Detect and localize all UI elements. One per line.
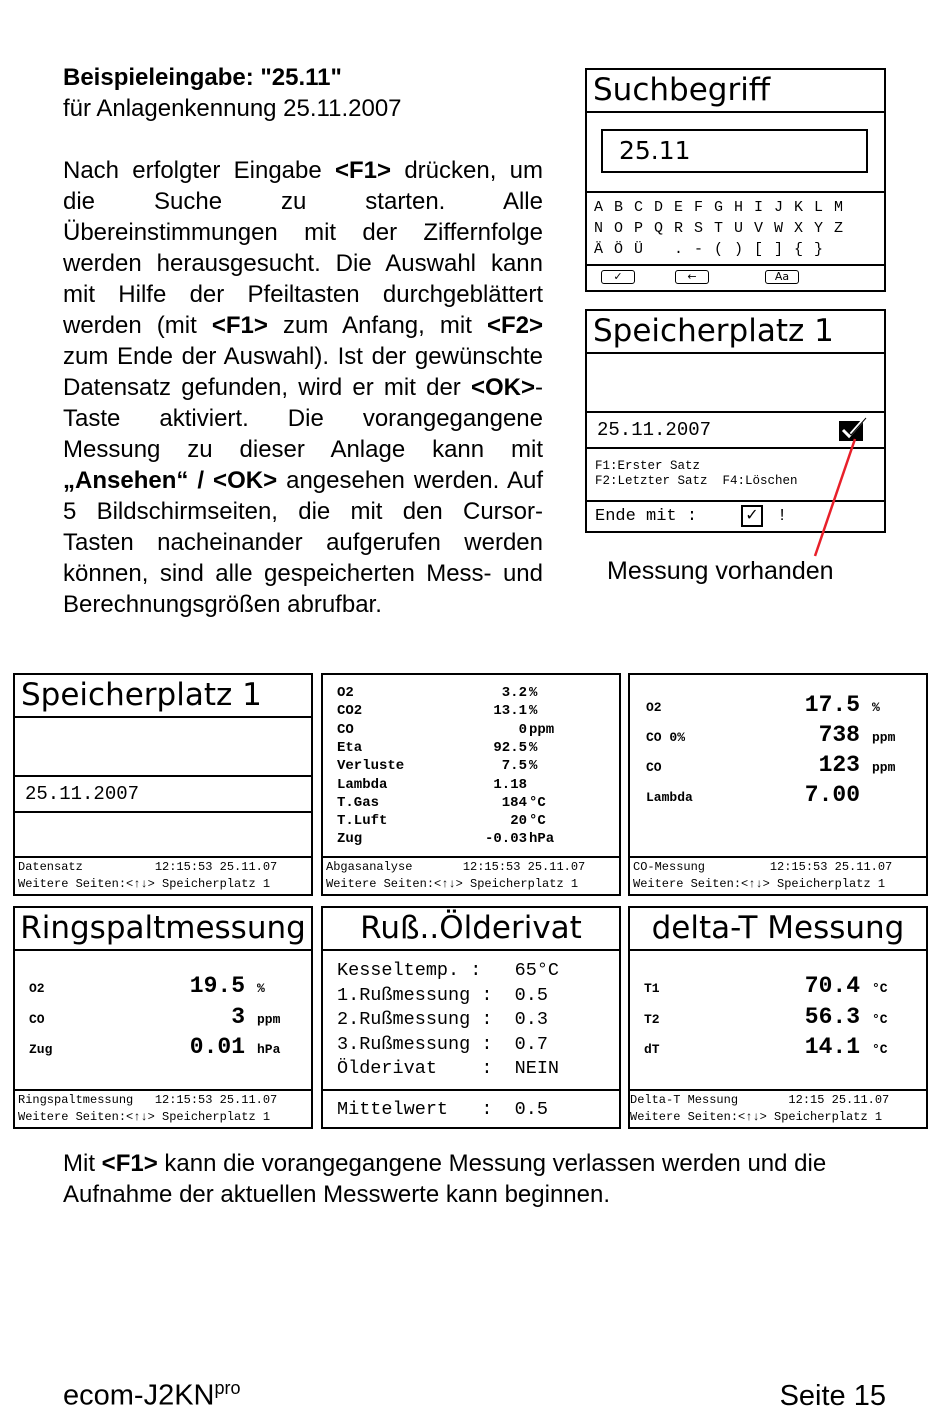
abgas-row-unit: °C	[529, 813, 546, 830]
co-row-label: CO	[646, 760, 662, 775]
fkey-help-line-2: F2:Letzter Satz F4:Löschen	[595, 474, 798, 488]
abgas-status-line-2: Weitere Seiten:<↑↓> Speicherplatz 1	[326, 877, 579, 891]
co-row-value: 7.00	[804, 782, 860, 808]
abgas-row-label: Lambda	[337, 776, 388, 793]
ringspalt-row-label: CO	[29, 1011, 45, 1027]
abgas-row-unit: %	[529, 703, 538, 720]
delta-t-row-label: T2	[644, 1011, 660, 1027]
delta-t-row-value: 56.3	[804, 1003, 860, 1030]
abgas-row-value: 7.5	[501, 758, 527, 775]
co-row-unit: ppm	[872, 760, 896, 775]
alphabet-row-2[interactable]: N O P Q R S T U V W X Y Z	[594, 220, 845, 237]
datensatz-status-line-2: Weitere Seiten:<↑↓> Speicherplatz 1	[18, 877, 271, 891]
abgas-row-label: Eta	[337, 739, 363, 756]
abgas-row-label: O2	[337, 685, 354, 701]
example-heading: Beispieleingabe: "25.11"	[63, 64, 342, 91]
delta-t-row-unit: °C	[872, 1042, 888, 1057]
delta-t-row-label: T1	[644, 981, 660, 996]
page-number: Seite 15	[779, 1380, 886, 1412]
delta-t-status	[630, 1091, 926, 1129]
russ-line-messung-1: 1.Rußmessung : 0.5	[337, 984, 548, 1006]
abgas-row-label: T.Luft	[337, 813, 388, 830]
pointer-line	[0, 0, 950, 600]
ringspalt-status-line-2: Weitere Seiten:<↑↓> Speicherplatz 1	[18, 1110, 271, 1124]
delta-t-row-label: dT	[644, 1042, 660, 1057]
search-input[interactable]: 25.11	[601, 129, 868, 173]
ringspalt-row-label: Zug	[29, 1042, 53, 1057]
ringspalt-status-line-1: Ringspaltmessung 12:15:53 25.11.07	[18, 1093, 278, 1107]
abgas-status-line-1: Abgasanalyse 12:15:53 25.11.07	[326, 860, 586, 874]
abgas-row-label: T.Gas	[337, 794, 380, 811]
ringspalt-values	[15, 951, 311, 1091]
datensatz-status-line-1: Datensatz 12:15:53 25.11.07	[18, 860, 278, 874]
co-row-unit: %	[872, 700, 880, 715]
search-screen-title: Suchbegriff	[587, 70, 884, 113]
alphabet-row-1[interactable]: A B C D E F G H I J K L M	[594, 199, 845, 216]
ringspalt-row-value: 19.5	[189, 973, 245, 999]
outro-paragraph: Mit <F1> kann die vorangegangene Messung verlassen werden und die Aufnahme der aktuellen Messwerte kann beginnen.	[63, 1150, 827, 1208]
checkmark-icon[interactable]: ✓	[741, 505, 763, 527]
abgas-row-label: Zug	[337, 831, 363, 848]
co-status-line-1: CO-Messung 12:15:53 25.11.07	[633, 860, 893, 874]
abgas-row-value: 184	[501, 794, 527, 811]
abgas-row-label: Verluste	[337, 758, 405, 775]
abgas-row-label: CO	[337, 721, 354, 738]
delta-t-screen	[628, 906, 928, 1129]
abgas-row-unit: %	[529, 739, 538, 756]
abgasanalyse-screen	[321, 673, 621, 896]
abgas-row-value: -0.03	[484, 831, 527, 848]
co-row-label: O2	[646, 700, 662, 715]
backspace-softkey[interactable]: ←	[675, 270, 709, 284]
storage-screen-title: Speicherplatz 1	[587, 311, 884, 354]
delta-t-row-unit: °C	[872, 981, 888, 996]
ringspalt-row-unit: hPa	[257, 1042, 281, 1057]
exit-suffix: !	[777, 507, 788, 526]
delta-t-status-line-2: Weitere Seiten:<↑↓> Speicherplatz 1	[630, 1110, 883, 1124]
co-row-label: Lambda	[646, 790, 693, 805]
abgas-row-value: 92.5	[493, 739, 527, 756]
co-messung-screen	[628, 673, 928, 896]
measurement-present-caption: Messung vorhanden	[607, 557, 834, 585]
abgas-row-value: 20	[510, 813, 527, 830]
case-toggle-softkey[interactable]: Aa	[765, 270, 799, 284]
exit-label: Ende mit :	[595, 507, 698, 526]
delta-t-status-line-1: Delta-T Messung 12:15 25.11.07	[630, 1093, 890, 1107]
ringspalt-row-unit: %	[257, 981, 265, 996]
abgas-row-unit: °C	[529, 794, 546, 811]
ringspalt-row-label: O2	[29, 981, 45, 996]
instruction-paragraph: Nach erfolgter Eingabe <F1> drücken, um die Suche zu starten. Alle Übereinstimmungen mit der Ziffernfolge werden herausgesucht. Die Auswahl kann mit Hilfe der Pfeiltasten durchgeblättert werden (mit <F1> zum Anfang, mit <F2> zum Ende der Auswahl). Ist der gewünschte Datensatz gefunden, wird er mit der <OK>-Taste aktiviert. Die vorangegangene Messung zu dieser Anlage kann mit „Ansehen“ / <OK> angesehen werden. Auf 5 Bildschirmseiten, die mit den Cursor-Tasten nacheinander aufgerufen werden können, sind alle gespeicherten Mess- und Berechnungsgrößen abrufbar.	[63, 157, 544, 618]
russ-mittelwert: Mittelwert : 0.5	[337, 1099, 548, 1120]
ringspalt-row-value: 3	[231, 1003, 245, 1030]
delta-t-row-unit: °C	[872, 1011, 888, 1027]
abgas-values	[323, 675, 619, 858]
delta-t-row-value: 14.1	[804, 1034, 860, 1060]
product-name: ecom-$J2KN^{pro}$	[63, 1378, 241, 1412]
russ-mittelwert-row	[323, 1091, 619, 1129]
abgas-row-value: 0	[518, 721, 527, 738]
ringspalt-row-unit: ppm	[257, 1011, 281, 1027]
product-superscript: pro	[214, 1378, 241, 1398]
ringspalt-row-value: 0.01	[189, 1034, 245, 1060]
abgas-row-value: 13.1	[493, 703, 527, 720]
datensatz-title: Speicherplatz 1	[15, 675, 311, 718]
russ-line-kesseltemp: Kesseltemp. : 65°C	[337, 960, 560, 981]
co-row-value: 17.5	[804, 692, 860, 718]
delta-t-values	[630, 951, 926, 1091]
co-status	[630, 858, 926, 896]
co-row-value: 738	[818, 722, 860, 748]
co-values	[630, 675, 926, 858]
co-row-label: CO 0%	[646, 730, 686, 745]
abgas-row-value: 3.2	[501, 685, 527, 701]
abgas-row-label: CO2	[337, 703, 363, 720]
russ-line-oelderivat: Ölderivat : NEIN	[337, 1058, 560, 1079]
datensatz-screen	[13, 673, 313, 896]
russ-values	[323, 951, 619, 1091]
abgas-row-value: 1.18	[493, 776, 527, 793]
datensatz-record-row[interactable]	[15, 777, 311, 813]
abgas-row-unit: ppm	[529, 721, 555, 738]
datensatz-date: 25.11.2007	[25, 783, 140, 805]
russ-oelderivat-screen	[321, 906, 621, 1129]
storage-record-date: 25.11.2007	[597, 419, 712, 441]
datensatz-status	[15, 858, 311, 896]
delta-t-row-value: 70.4	[804, 973, 860, 999]
confirm-softkey[interactable]: ✓	[601, 270, 635, 284]
ringspalt-status	[15, 1091, 311, 1129]
russ-line-messung-3: 3.Rußmessung : 0.7	[337, 1033, 548, 1055]
datensatz-empty	[15, 813, 311, 858]
co-row-unit: ppm	[872, 730, 896, 745]
datensatz-blank	[15, 718, 311, 777]
abgas-row-unit: %	[529, 685, 538, 701]
co-status-line-2: Weitere Seiten:<↑↓> Speicherplatz 1	[633, 877, 886, 891]
russ-line-messung-2: 2.Rußmessung : 0.3	[337, 1009, 548, 1030]
ringspalt-title: Ringspaltmessung	[15, 908, 311, 951]
co-row-value: 123	[818, 752, 860, 778]
abgas-status	[323, 858, 619, 896]
alphabet-row-3[interactable]: Ä Ö Ü . - ( ) [ ] { }	[594, 241, 825, 258]
ringspalt-screen	[13, 906, 313, 1129]
delta-t-title: delta-T Messung	[630, 908, 926, 951]
russ-title: Ruß..Ölderivat	[323, 908, 619, 951]
abgas-row-unit: %	[529, 758, 538, 775]
fkey-help-line-1: F1:Erster Satz	[595, 459, 701, 473]
abgas-row-unit: hPa	[529, 831, 555, 848]
example-subline: für Anlagenkennung 25.11.2007	[63, 95, 402, 122]
